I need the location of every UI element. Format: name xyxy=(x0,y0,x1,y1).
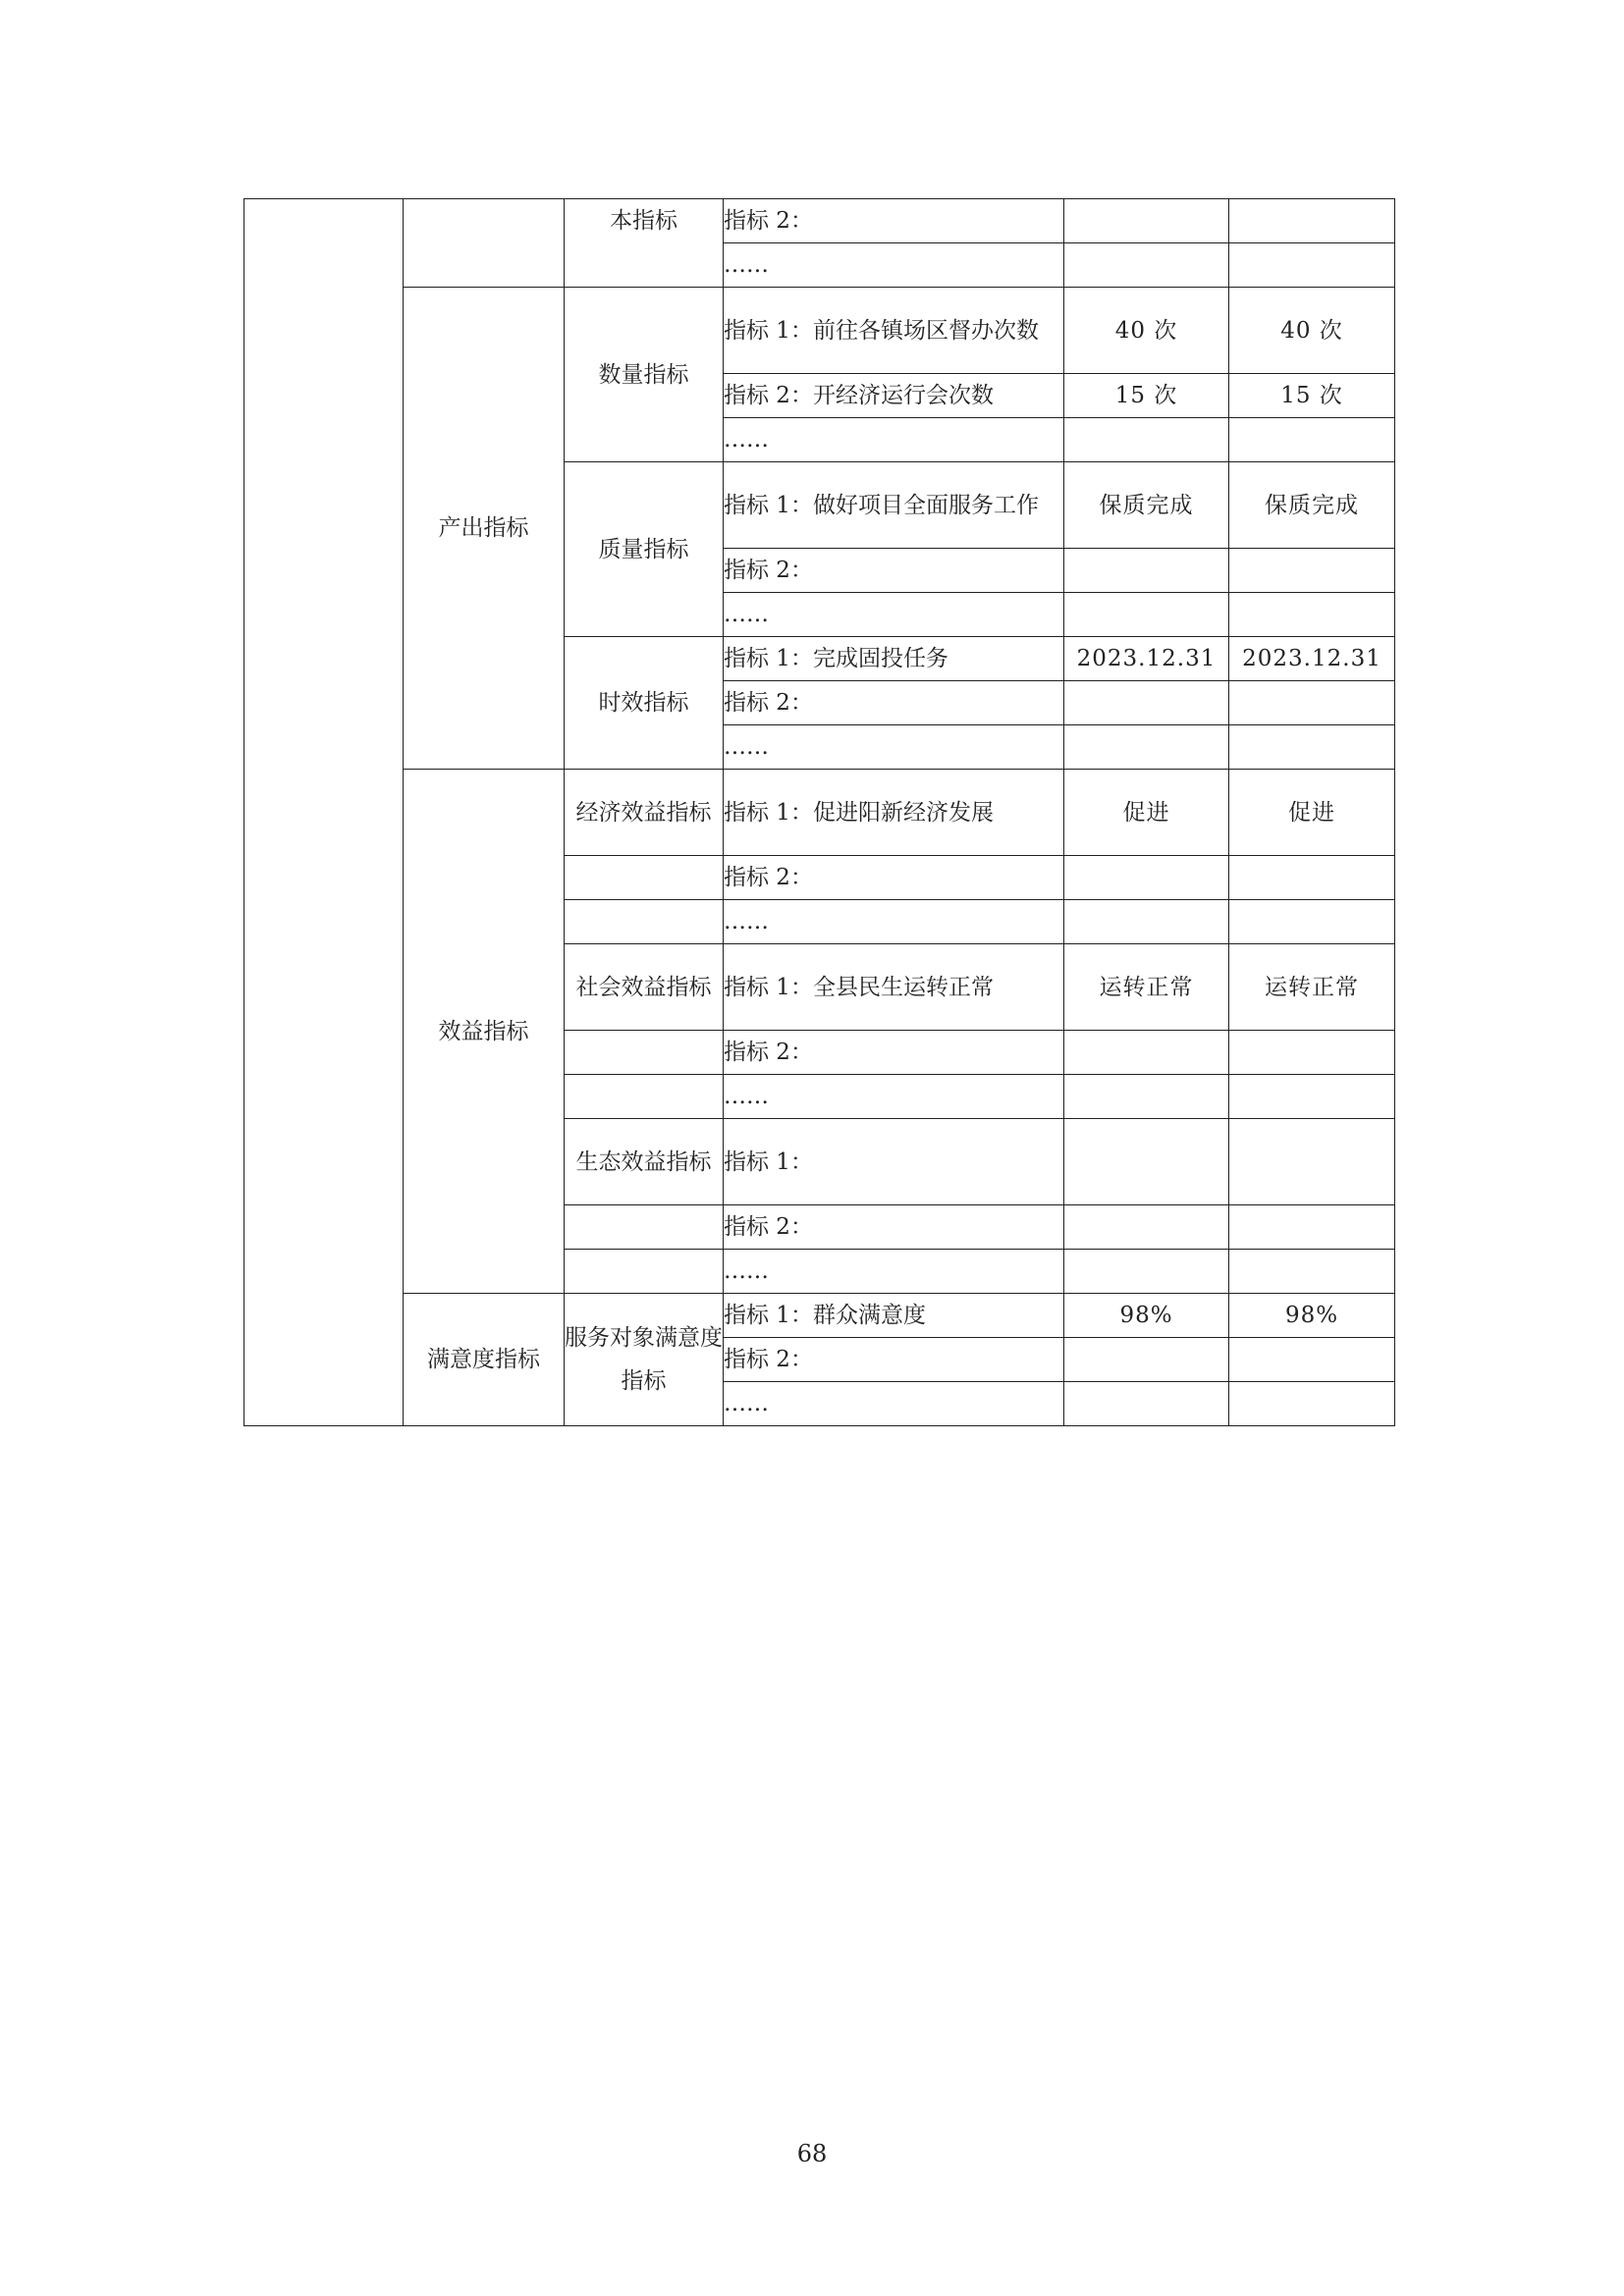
level3-cell: 质量指标 xyxy=(565,462,724,637)
indicator-cell: 指标 2： xyxy=(724,1338,1064,1382)
indicator-cell: …… xyxy=(724,418,1064,462)
actual-value-cell: 运转正常 xyxy=(1229,944,1395,1031)
plan-value-cell: 40 次 xyxy=(1064,288,1229,374)
actual-value-cell xyxy=(1229,593,1395,637)
actual-value-cell: 98% xyxy=(1229,1294,1395,1338)
plan-value-cell: 保质完成 xyxy=(1064,462,1229,549)
actual-value-cell xyxy=(1229,725,1395,770)
level3-cell: 服务对象满意度指标 xyxy=(565,1294,724,1426)
plan-value-cell xyxy=(1064,1119,1229,1205)
plan-value-cell xyxy=(1064,1250,1229,1294)
plan-value-cell xyxy=(1064,549,1229,593)
indicator-cell: 指标 1：群众满意度 xyxy=(724,1294,1064,1338)
level3-cell xyxy=(565,1075,724,1119)
indicator-cell: …… xyxy=(724,593,1064,637)
actual-value-cell xyxy=(1229,1075,1395,1119)
plan-value-cell xyxy=(1064,593,1229,637)
level2-cell xyxy=(404,199,565,288)
plan-value-cell: 运转正常 xyxy=(1064,944,1229,1031)
indicator-cell: 指标 2： xyxy=(724,856,1064,900)
actual-value-cell xyxy=(1229,856,1395,900)
level3-cell: 生态效益指标 xyxy=(565,1119,724,1205)
table-row xyxy=(244,199,1395,243)
plan-value-cell xyxy=(1064,1075,1229,1119)
level3-cell: 时效指标 xyxy=(565,637,724,770)
plan-value-cell xyxy=(1064,418,1229,462)
performance-indicator-table xyxy=(244,198,1395,1426)
indicator-cell: 指标 2：开经济运行会次数 xyxy=(724,374,1064,418)
indicator-cell: 指标 1：促进阳新经济发展 xyxy=(724,770,1064,856)
level2-cell: 产出指标 xyxy=(404,288,565,770)
level3-cell xyxy=(565,900,724,944)
actual-value-cell xyxy=(1229,199,1395,243)
plan-value-cell xyxy=(1064,1031,1229,1075)
actual-value-cell: 促进 xyxy=(1229,770,1395,856)
actual-value-cell xyxy=(1229,1031,1395,1075)
indicator-cell: 指标 2： xyxy=(724,1205,1064,1250)
actual-value-cell xyxy=(1229,1338,1395,1382)
actual-value-cell xyxy=(1229,243,1395,288)
indicator-cell: 指标 1：前往各镇场区督办次数 xyxy=(724,288,1064,374)
table-row xyxy=(244,1294,1395,1338)
plan-value-cell: 2023.12.31 xyxy=(1064,637,1229,681)
plan-value-cell xyxy=(1064,856,1229,900)
actual-value-cell xyxy=(1229,549,1395,593)
indicator-cell: …… xyxy=(724,900,1064,944)
plan-value-cell: 促进 xyxy=(1064,770,1229,856)
indicator-cell: …… xyxy=(724,1250,1064,1294)
indicator-cell: …… xyxy=(724,1075,1064,1119)
indicator-cell: …… xyxy=(724,243,1064,288)
level2-cell: 效益指标 xyxy=(404,770,565,1294)
level3-cell: 本指标 xyxy=(565,199,724,288)
level1-cell xyxy=(244,199,404,1426)
plan-value-cell xyxy=(1064,1205,1229,1250)
actual-value-cell xyxy=(1229,418,1395,462)
indicator-cell: …… xyxy=(724,725,1064,770)
indicator-cell: 指标 1： xyxy=(724,1119,1064,1205)
indicator-cell: 指标 1：全县民生运转正常 xyxy=(724,944,1064,1031)
plan-value-cell: 98% xyxy=(1064,1294,1229,1338)
actual-value-cell: 40 次 xyxy=(1229,288,1395,374)
actual-value-cell xyxy=(1229,1382,1395,1426)
plan-value-cell xyxy=(1064,243,1229,288)
table-row xyxy=(244,770,1395,856)
level3-cell: 数量指标 xyxy=(565,288,724,462)
plan-value-cell xyxy=(1064,725,1229,770)
plan-value-cell xyxy=(1064,681,1229,725)
indicator-cell: …… xyxy=(724,1382,1064,1426)
actual-value-cell xyxy=(1229,1250,1395,1294)
actual-value-cell: 15 次 xyxy=(1229,374,1395,418)
plan-value-cell xyxy=(1064,1338,1229,1382)
level3-cell xyxy=(565,1031,724,1075)
indicator-cell: 指标 2： xyxy=(724,199,1064,243)
level3-cell xyxy=(565,1250,724,1294)
plan-value-cell xyxy=(1064,199,1229,243)
level3-cell: 经济效益指标 xyxy=(565,770,724,856)
plan-value-cell xyxy=(1064,1382,1229,1426)
level3-cell: 社会效益指标 xyxy=(565,944,724,1031)
indicator-cell: 指标 1：完成固投任务 xyxy=(724,637,1064,681)
actual-value-cell xyxy=(1229,681,1395,725)
indicator-cell: 指标 2： xyxy=(724,549,1064,593)
indicator-cell: 指标 1：做好项目全面服务工作 xyxy=(724,462,1064,549)
level3-cell xyxy=(565,856,724,900)
actual-value-cell: 保质完成 xyxy=(1229,462,1395,549)
table-row xyxy=(244,288,1395,374)
plan-value-cell xyxy=(1064,900,1229,944)
actual-value-cell: 2023.12.31 xyxy=(1229,637,1395,681)
actual-value-cell xyxy=(1229,900,1395,944)
level3-cell xyxy=(565,1205,724,1250)
plan-value-cell: 15 次 xyxy=(1064,374,1229,418)
level2-cell: 满意度指标 xyxy=(404,1294,565,1426)
indicator-cell: 指标 2： xyxy=(724,681,1064,725)
indicator-cell: 指标 2： xyxy=(724,1031,1064,1075)
page-number: 68 xyxy=(796,2140,828,2167)
actual-value-cell xyxy=(1229,1205,1395,1250)
actual-value-cell xyxy=(1229,1119,1395,1205)
